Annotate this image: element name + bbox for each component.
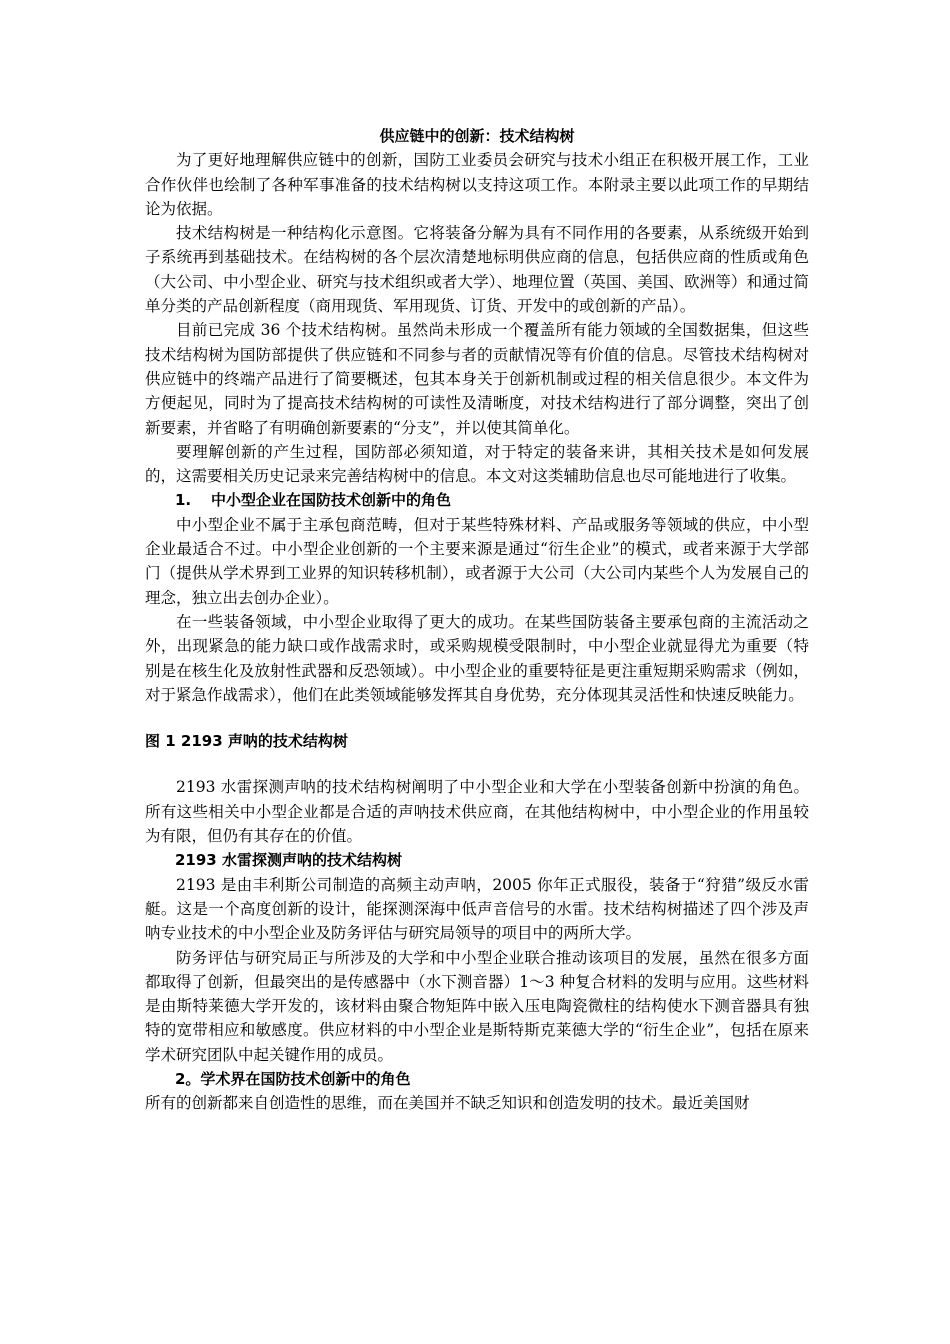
paragraph-academia: 所有的创新都来自创造性的思维，而在美国并不缺乏知识和创造发明的技术。最近美国财 <box>145 1094 750 1113</box>
section-number: 1. <box>175 491 192 510</box>
paragraph-sonar-2193: 2193 是由丰利斯公司制造的高频主动声呐，2005 你年正式服役，装备于“狩猎”级反水雷艇。这是一个高度创新的设计，能探测深海中低声音信号的水雷。技术结构树描述了四个涉及声呐专业技术的中小型企业及防务评估与研究局领导的项目中的两所大学。 <box>145 875 809 943</box>
document-title: 供应链中的创新：技术结构树 <box>379 127 575 145</box>
paragraph-tech-tree-definition: 技术结构树是一种结构化示意图。它将装备分解为具有不同作用的各要素，从系统级开始到子系统再到基础技术。在结构树的各个层次清楚地标明供应商的信息，包括供应商的性质或角色（大公司、中小型企业、研究与技术组织或者大学）、地理位置（英国、美国、欧洲等）和通过简单分类的产品创新程度（商用现货、军用现货、订货、开发中的或创新的产品）。 <box>145 224 809 316</box>
paragraph-innovation-history: 要理解创新的产生过程，国防部必须知道，对于特定的装备来讲，其相关技术是如何发展的，这需要相关历史记录来完善结构树中的信息。本文对这类辅助信息也尽可能地进行了收集。 <box>145 442 809 486</box>
paragraph-sme-role: 中小型企业不属于主承包商范畴，但对于某些特殊材料、产品或服务等领域的供应，中小型企业最适合不过。中小型企业创新的一个主要来源是通过“衍生企业”的模式，或者来源于大学部门（提供从学术界到工业界的知识转移机制），或者源于大公司（大公司内某些个人为发展自己的理念，独立出去创办企业）。 <box>145 515 809 607</box>
subheading-sonar: 2193 水雷探测声呐的技术结构树 <box>175 851 402 870</box>
paragraph-tech-tree-count: 目前已完成 36 个技术结构树。虽然尚未形成一个覆盖所有能力领域的全国数据集，但这些技术结构树为国防部提供了供应链和不同参与者的贡献情况等有价值的信息。尽管技术结构树对供应链中的终端产品进行了简要概述，包其本身关于创新机制或过程的相关信息很少。本文件为方便起见，同时为了提高技术结构树的可读性及清晰度，对技术结构进行了部分调整，突出了创新要素，并省略了有明确创新要素的“分支”，并以使其简单化。 <box>145 321 809 437</box>
section-heading-sme <box>145 488 809 512</box>
paragraph-sme-success: 在一些装备领域，中小型企业取得了更大的成功。在某些国防装备主要承包商的主流活动之外，出现紧急的能力缺口或作战需求时，或采购规模受限制时，中小型企业就显得尤为重要（特别是在核生化及放射性武器和反恐领域）。中小型企业的重要特征是更注重短期采购需求（例如，对于紧急作战需求），他们在此类领域能够发挥其自身优势，充分体现其灵活性和快速反映能力。 <box>145 612 809 704</box>
paragraph-sonar-tree: 2193 水雷探测声呐的技术结构树阐明了中小型企业和大学在小型装备创新中扮演的角色。所有这些相关中小型企业都是合适的声呐技术供应商，在其他结构树中，中小型企业的作用虽较为有限，但仍有其存在的价值。 <box>145 778 809 846</box>
paragraph-dera-project: 防务评估与研究局正与所涉及的大学和中小型企业联合推动该项目的发展，虽然在很多方面都取得了创新，但最突出的是传感器中（水下测音器）1～3 种复合材料的发明与应用。这些材料是由斯特莱德大学开发的，该材料由聚合物矩阵中嵌入压电陶瓷微柱的结构使水下测音器具有独特的宽带相应和敏感度。供应材料的中小型企业是斯特斯克莱德大学的“衍生企业”，包括在原来学术研究团队中起关键作用的成员。 <box>145 948 809 1064</box>
figure-caption: 图 1 2193 声呐的技术结构树 <box>145 732 348 751</box>
section-heading-academia: 2。学术界在国防技术创新中的角色 <box>175 1069 411 1088</box>
paragraph-intro: 为了更好地理解供应链中的创新，国防工业委员会研究与技术小组正在积极开展工作，工业合作伙伴也绘制了各种军事准备的技术结构树以支持这项工作。本附录主要以此项工作的早期结论为依据。 <box>145 151 809 218</box>
document-body <box>145 124 809 1116</box>
section-title: 中小型企业在国防技术创新中的角色 <box>211 491 452 510</box>
